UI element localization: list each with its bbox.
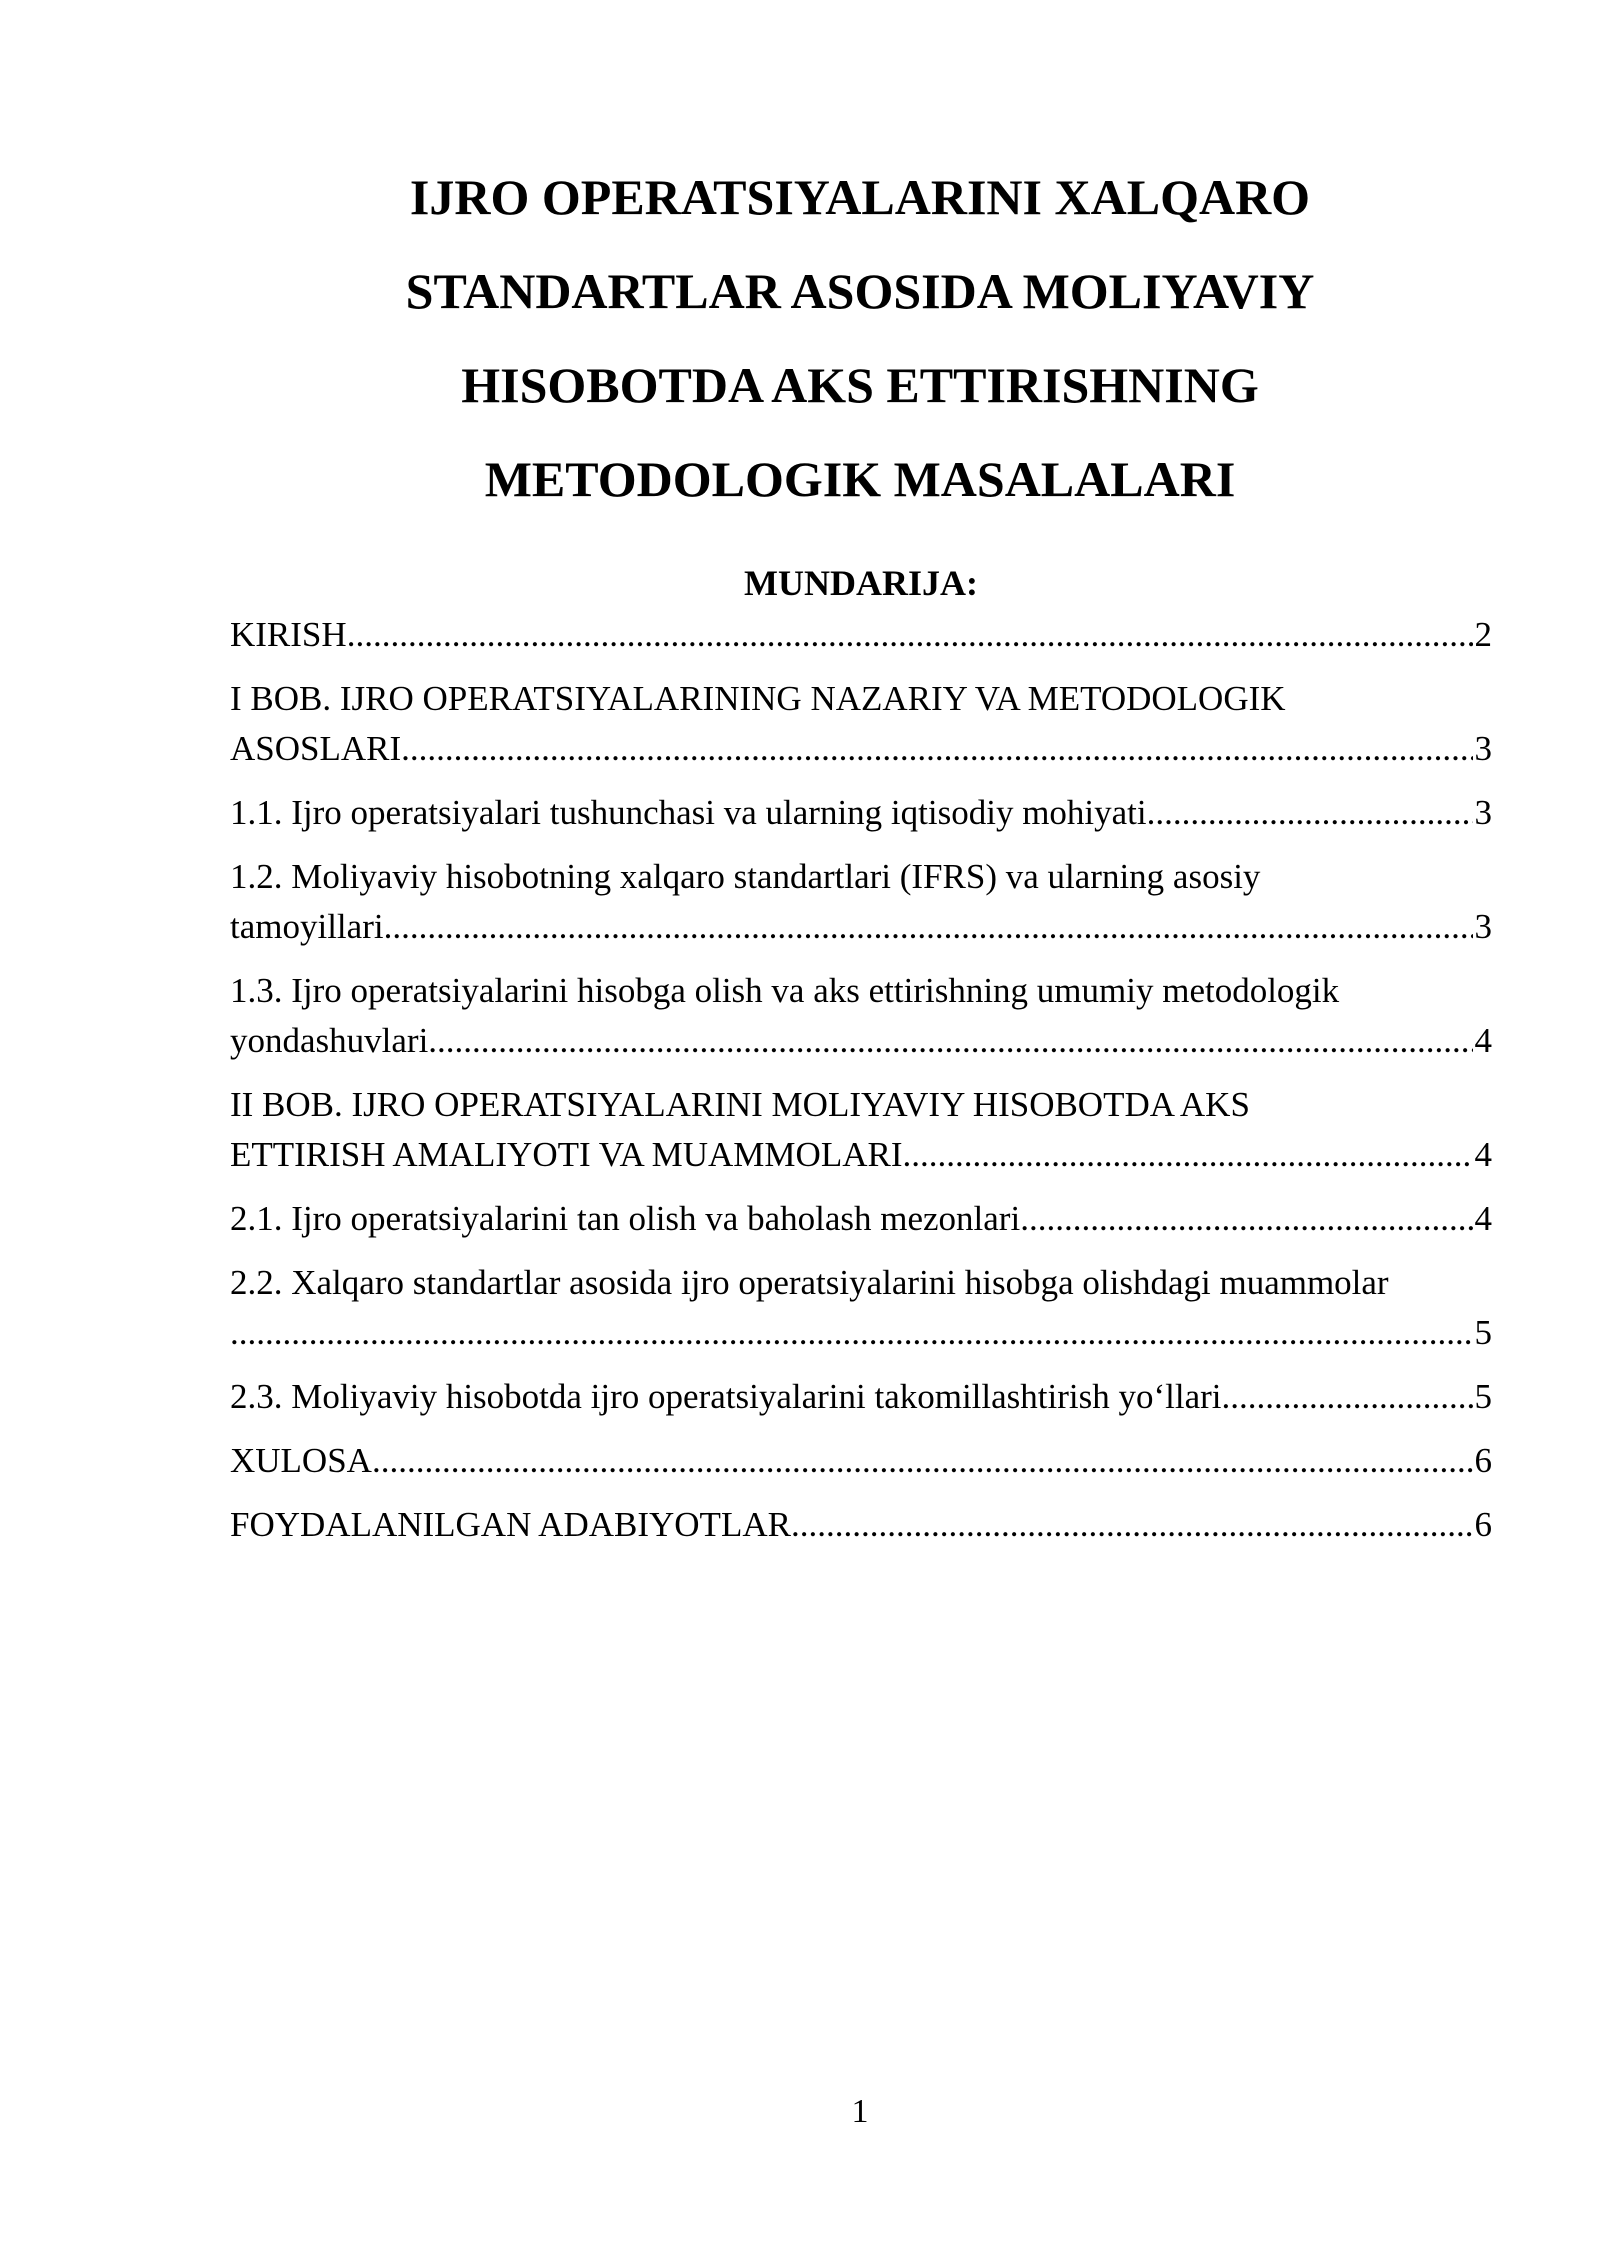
toc-dot-leader (1020, 1194, 1472, 1244)
toc-entry-2-1[interactable] (230, 1194, 1492, 1244)
toc-entry-title-line-1: II BOB. IJRO OPERATSIYALARINI MOLIYAVIY HISOBOTDA AKS (230, 1085, 1250, 1124)
toc-entry-title: KIRISH (230, 615, 347, 654)
toc-page-number: 4 (1474, 1135, 1492, 1174)
document-title (360, 150, 1360, 526)
title-line-1: IJRO OPERATSIYALARINI XALQARO (409, 169, 1311, 225)
toc-page-number: 5 (1474, 1377, 1492, 1416)
toc-entry-title: 2.1. Ijro operatsiyalarini tan olish va baholash mezonlari (230, 1199, 1021, 1238)
toc-dot-leader (791, 1500, 1473, 1550)
toc-entry-title: yondashuvlari (230, 1021, 429, 1060)
toc-entry-1-2[interactable] (230, 852, 1492, 952)
toc-page-number: 3 (1474, 907, 1492, 946)
toc-entry-title: XULOSA (230, 1441, 372, 1480)
toc-entry-adabiyotlar[interactable] (230, 1500, 1492, 1550)
toc-dot-leader (902, 1130, 1472, 1180)
toc-entry-title: 2.3. Moliyaviy hisobotda ijro operatsiyalarini takomillashtirish yo‘llari (230, 1377, 1222, 1416)
toc-entry-title: FOYDALANILGAN ADABIYOTLAR (230, 1505, 791, 1544)
toc-dot-leader (384, 902, 1473, 952)
title-line-2: STANDARTLAR ASOSIDA MOLIYAVIY (405, 263, 1315, 319)
toc-entry-title-line-1: 1.3. Ijro operatsiyalarini hisobga olish va aks ettirishning umumiy metodologik (230, 971, 1340, 1010)
toc-entry-title-line-1: 1.2. Moliyaviy hisobotning xalqaro standartlari (IFRS) va ularning asosiy (230, 857, 1261, 896)
toc-page-number: 6 (1474, 1441, 1492, 1480)
toc-dot-leader (230, 1308, 1473, 1358)
toc-entry-2-2[interactable] (230, 1258, 1492, 1358)
toc-entry-title: ASOSLARI (230, 729, 402, 768)
page-number: 1 (851, 2093, 869, 2130)
toc-entry-title-line-1: 2.2. Xalqaro standartlar asosida ijro operatsiyalarini hisobga olishdagi muammolar (230, 1263, 1389, 1302)
toc-entry-chapter-1[interactable] (230, 674, 1492, 774)
toc-entry-title: 1.1. Ijro operatsiyalari tushunchasi va ularning iqtisodiy mohiyati (230, 793, 1147, 832)
toc-dot-leader (428, 1016, 1472, 1066)
toc-page-number: 4 (1474, 1021, 1492, 1060)
toc-page-number: 6 (1474, 1505, 1492, 1544)
toc-entry-1-3[interactable] (230, 966, 1492, 1066)
toc-dot-leader (401, 724, 1472, 774)
toc-page-number: 5 (1474, 1313, 1492, 1352)
toc-dot-leader (372, 1436, 1473, 1486)
toc-page-number: 3 (1474, 729, 1492, 768)
toc-page-number: 4 (1474, 1199, 1492, 1238)
title-line-3: HISOBOTDA AKS ETTIRISHNING (461, 357, 1259, 413)
table-of-contents (230, 610, 1492, 1564)
toc-entry-title: ETTIRISH AMALIYOTI VA MUAMMOLARI (230, 1135, 903, 1174)
toc-entry-chapter-2[interactable] (230, 1080, 1492, 1180)
toc-dot-leader (1147, 788, 1473, 838)
toc-entry-kirish[interactable] (230, 610, 1492, 660)
toc-page-number: 2 (1474, 615, 1492, 654)
toc-entry-1-1[interactable] (230, 788, 1492, 838)
toc-entry-2-3[interactable] (230, 1372, 1492, 1422)
toc-heading: MUNDARIJA: (744, 563, 978, 603)
toc-entry-title: tamoyillari (230, 907, 384, 946)
toc-dot-leader (1222, 1372, 1473, 1422)
toc-entry-xulosa[interactable] (230, 1436, 1492, 1486)
toc-page-number: 3 (1474, 793, 1492, 832)
toc-dot-leader (347, 610, 1473, 660)
title-line-4: METODOLOGIK MASALALARI (484, 451, 1236, 507)
toc-entry-title-line-1: I BOB. IJRO OPERATSIYALARINING NAZARIY VA METODOLOGIK (230, 679, 1286, 718)
